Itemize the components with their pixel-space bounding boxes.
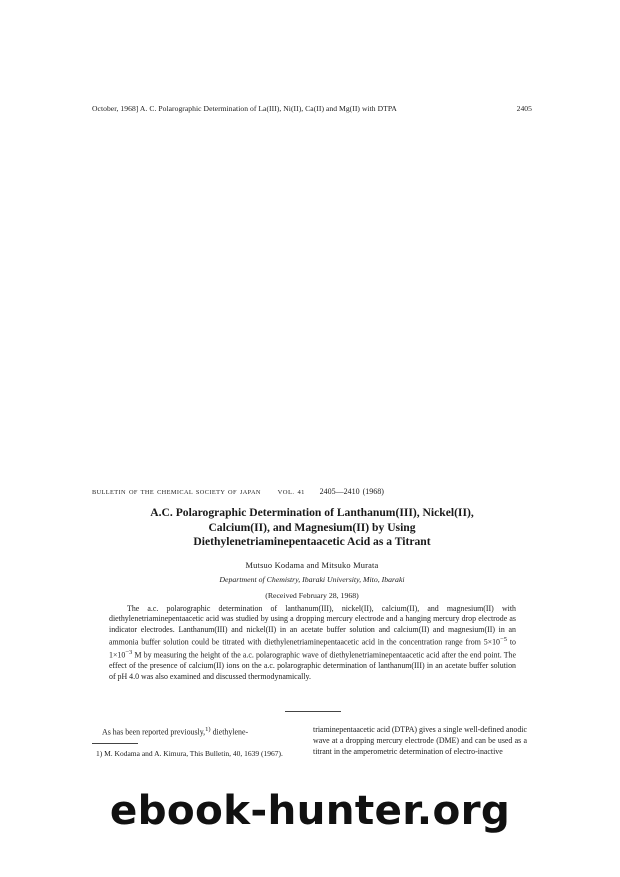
received-date: (Received February 28, 1968) bbox=[265, 591, 359, 600]
journal-volume: VOL. 41 bbox=[277, 489, 305, 496]
paper-title bbox=[100, 506, 524, 550]
intro-paragraph bbox=[92, 725, 297, 738]
intro-text-end: diethylene- bbox=[210, 727, 249, 737]
right-column: triaminepentaacetic acid (DTPA) gives a single well-defined anodic wave at a dropping mercury electrode (DME) and can be used as a titrant in the amperometric determination of electro-inactive bbox=[313, 725, 527, 756]
abstract-exponent-2: −3 bbox=[125, 649, 133, 657]
journal-line bbox=[92, 487, 384, 496]
title-line: Diethylenetriaminepentaacetic Acid as a Titrant bbox=[193, 535, 431, 549]
footnote-divider bbox=[92, 743, 138, 744]
abstract-exponent-1: −5 bbox=[499, 636, 507, 644]
intro-text: As has been reported previously, bbox=[102, 727, 206, 737]
section-divider bbox=[285, 711, 341, 712]
abstract bbox=[109, 604, 516, 682]
watermark: ebook-hunter.org bbox=[109, 786, 511, 834]
affiliation: Department of Chemistry, Ibaraki University, Mito, Ibaraki bbox=[219, 575, 405, 584]
abstract-text-2: to 1×10 bbox=[109, 637, 516, 660]
footnote: 1) M. Kodama and A. Kimura, This Bulletin, 40, 1639 (1967). bbox=[96, 749, 283, 759]
authors: Mutsuo Kodama and Mitsuko Murata bbox=[245, 561, 379, 570]
running-head bbox=[92, 104, 532, 113]
running-head-text: October, 1968] A. C. Polarographic Determination of La(III), Ni(II), Ca(II) and Mg(II) with DTPA bbox=[92, 104, 397, 113]
journal-pages: 2405—2410 (1968) bbox=[319, 487, 384, 496]
title-line: Calcium(II), and Magnesium(II) by Using bbox=[208, 520, 416, 534]
page-number: 2405 bbox=[516, 104, 532, 113]
abstract-text-1: The a.c. polarographic determination of lanthanum(III), nickel(II), calcium(II), and magnesium(II) with diethylenetriaminepentaacetic acid was studied by using a dropping mercury electrode and a hanging mercury drop electrode as indicator electrodes. Lanthanum(III) and nickel(II) in an acetate buffer solution and calcium(II) and magnesium(II) in an ammonia buffer solution could be titrated with diethylenetriaminepentaacetic acid in the concentration range from 5×10 bbox=[109, 604, 516, 647]
left-column bbox=[92, 725, 297, 759]
abstract-text-3: M by measuring the height of the a.c. polarographic wave of diethylenetriaminepentaacetic acid after the end point. The effect of the presence of calcium(II) ions on the a.c. polarographic determination of lanthanum(III) in an acetate buffer solution of pH 4.0 was also examined and discussed thermodynamically. bbox=[109, 650, 516, 681]
title-line: A.C. Polarographic Determination of Lanthanum(III), Nickel(II), bbox=[150, 506, 474, 519]
reference-marker: 1) bbox=[205, 726, 211, 733]
journal-name: BULLETIN OF THE CHEMICAL SOCIETY OF JAPAN bbox=[92, 489, 261, 496]
